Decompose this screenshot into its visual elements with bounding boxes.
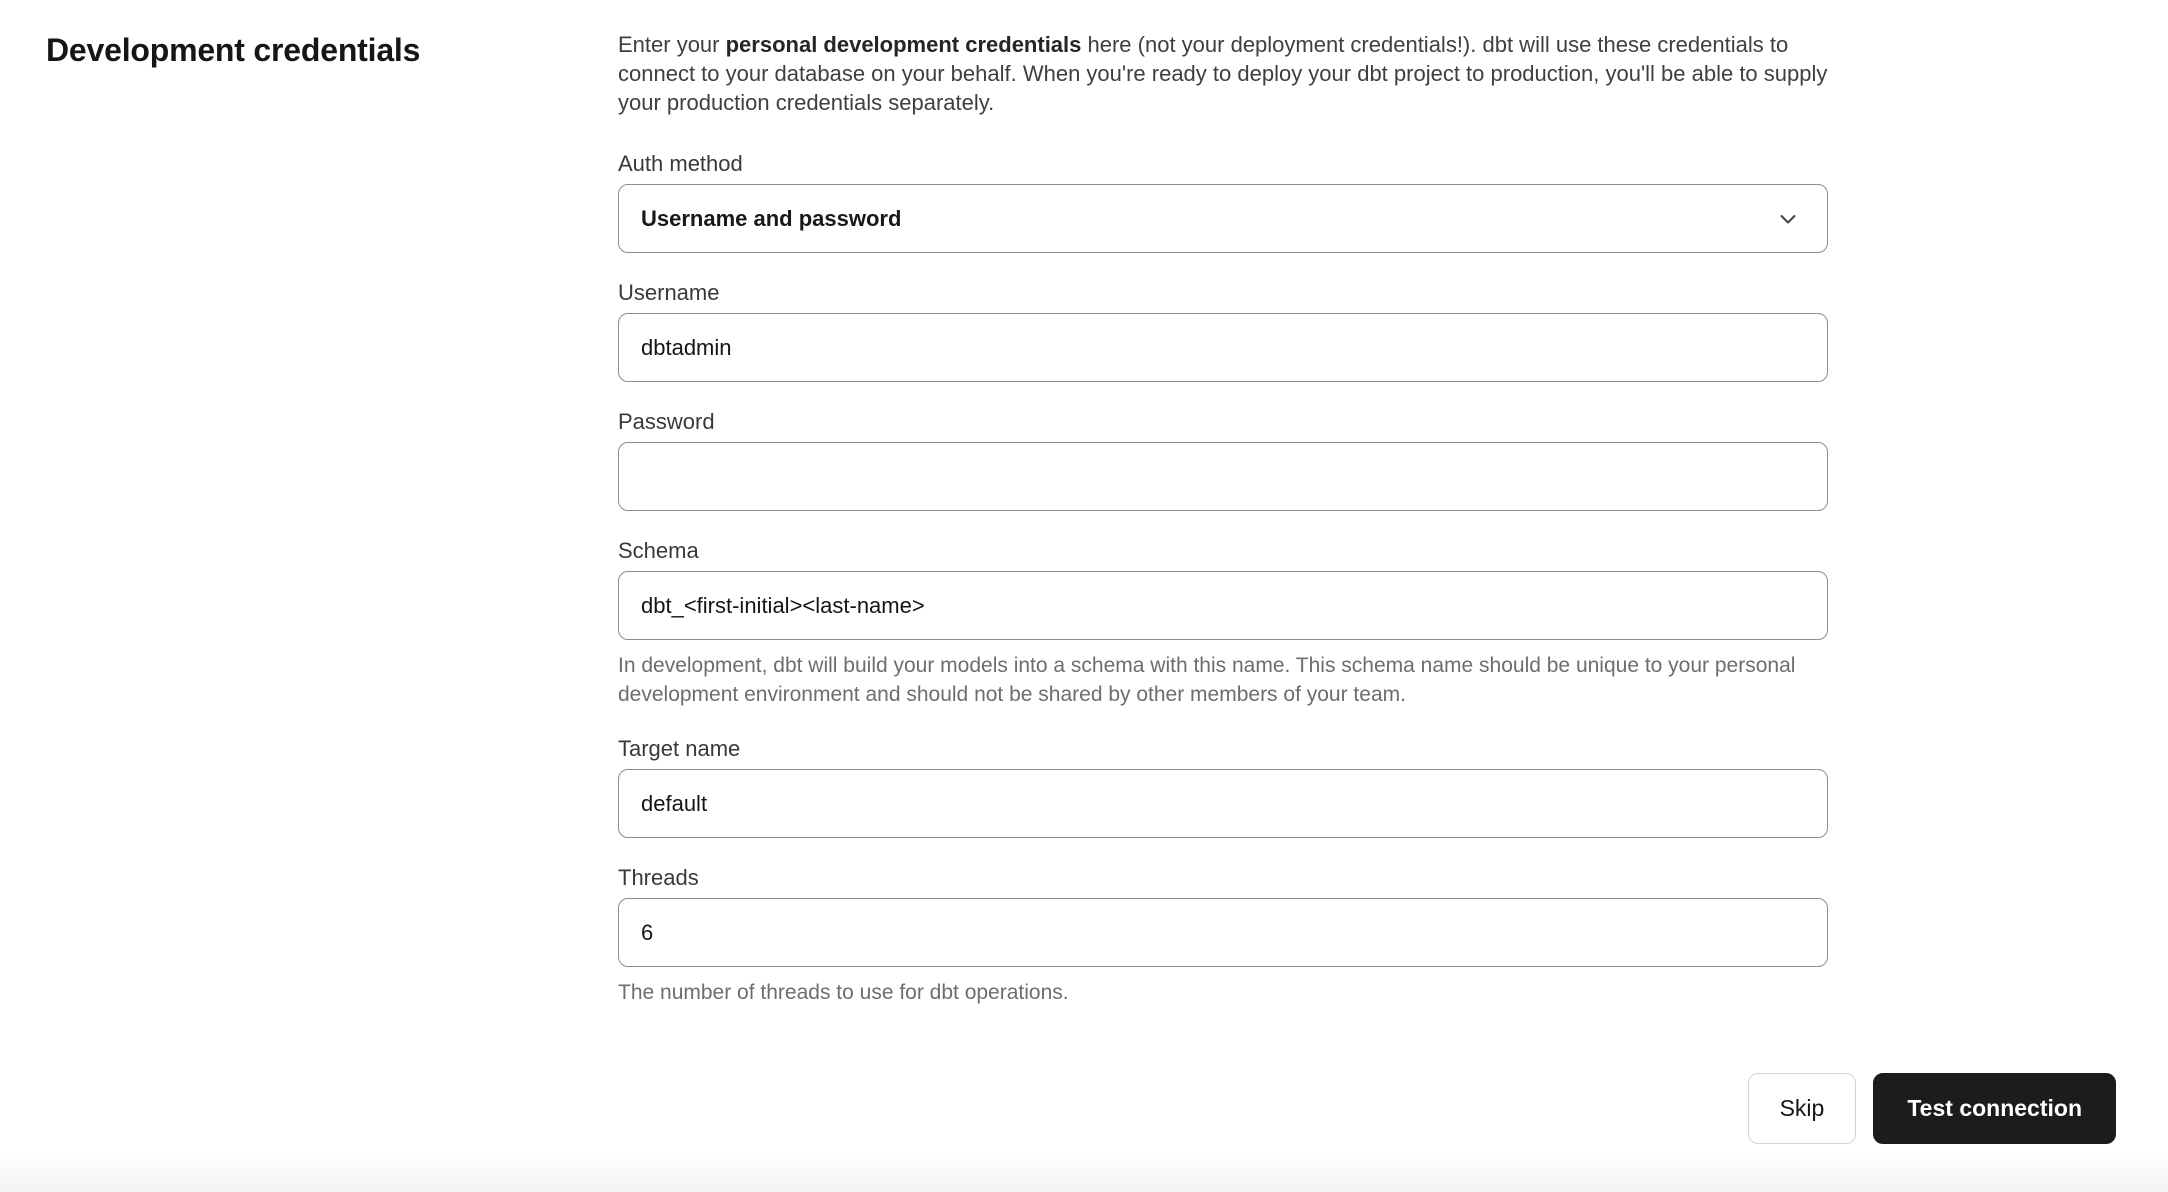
password-field bbox=[618, 409, 1828, 511]
target-name-label: Target name bbox=[618, 736, 741, 761]
schema-label: Schema bbox=[618, 538, 699, 563]
credentials-form bbox=[618, 30, 1828, 1192]
threads-label: Threads bbox=[618, 865, 699, 890]
intro-text bbox=[618, 30, 1828, 117]
skip-button[interactable]: Skip bbox=[1748, 1073, 1857, 1144]
schema-helper-text: In development, dbt will build your models into a schema with this name. This schema name should be unique to your personal development environment and should not be shared by other members of your team. bbox=[618, 654, 1796, 706]
threads-field bbox=[618, 865, 1828, 1007]
test-connection-button[interactable]: Test connection bbox=[1873, 1073, 2116, 1144]
page-title: Development credentials bbox=[46, 32, 421, 68]
auth-method-selected-value: Username and password bbox=[641, 205, 902, 231]
intro-bold: personal development credentials bbox=[725, 32, 1082, 57]
auth-method-label: Auth method bbox=[618, 151, 743, 176]
schema-input[interactable] bbox=[618, 571, 1828, 640]
left-column bbox=[0, 30, 618, 1192]
threads-helper-text: The number of threads to use for dbt operations. bbox=[618, 981, 1069, 1004]
username-field bbox=[618, 280, 1828, 382]
auth-method-field bbox=[618, 151, 1828, 253]
username-input[interactable] bbox=[618, 313, 1828, 382]
target-name-input[interactable] bbox=[618, 769, 1828, 838]
threads-input[interactable] bbox=[618, 898, 1828, 967]
password-label: Password bbox=[618, 409, 715, 434]
target-name-field bbox=[618, 736, 1828, 838]
form-actions bbox=[0, 1073, 2168, 1144]
password-input[interactable] bbox=[618, 442, 1828, 511]
intro-pre: Enter your bbox=[618, 32, 726, 57]
auth-method-select[interactable] bbox=[618, 184, 1828, 253]
chevron-down-icon bbox=[1775, 206, 1801, 232]
schema-field bbox=[618, 538, 1828, 709]
username-label: Username bbox=[618, 280, 720, 305]
intro-post: here (not your deployment credentials!). dbt will use these credentials to connect to your database on your behalf. When you're ready to deploy your dbt project to production, you'll be able to supply your production credentials separately. bbox=[618, 32, 1828, 115]
